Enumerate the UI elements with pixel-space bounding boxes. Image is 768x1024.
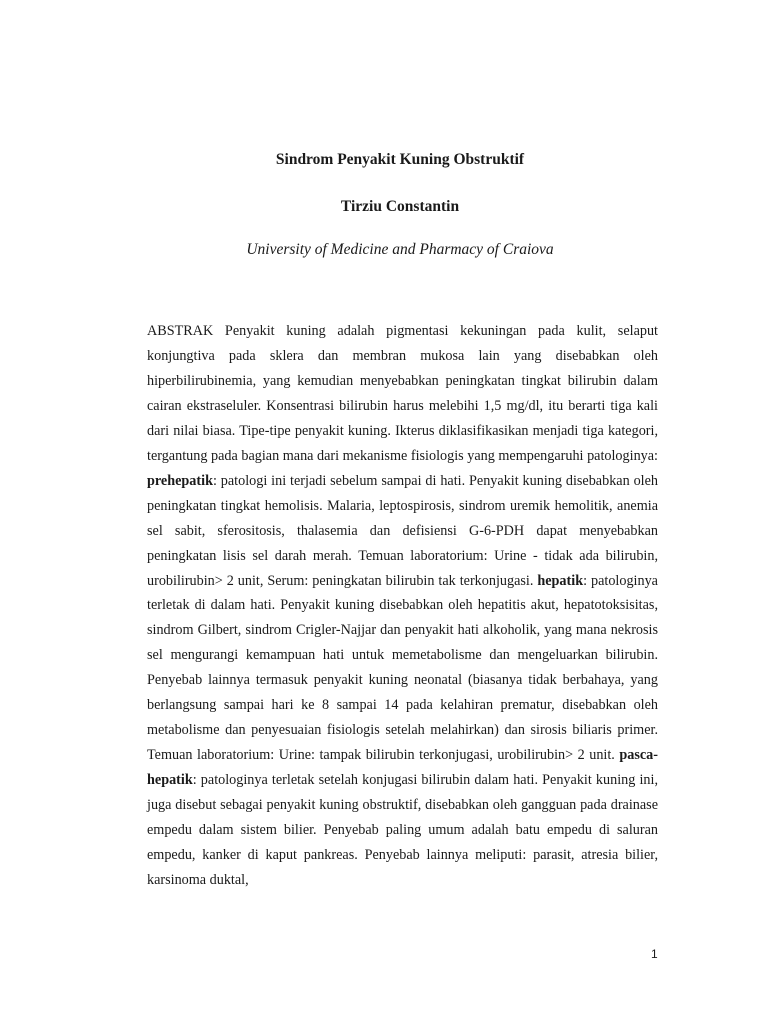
document-title: Sindrom Penyakit Kuning Obstruktif xyxy=(275,151,525,168)
term-prehepatik: prehepatik xyxy=(147,472,213,489)
term-pasca-hepatik: pasca-hepatik xyxy=(147,747,658,789)
abstract-text: : patologinya terletak setelah konjugasi bilirubin dalam hati. Penyakit kuning ini, juga disebut sebagai penyakit kuning obstruktif, disebabkan oleh gangguan pada drainase empedu dalam sistem bilier. Penyebab paling umum adalah batu empedu di saluran empedu, kanker di kaput pankreas. Penyebab lainnya meliputi: parasit, atresia bilier, karsinoma duktal, xyxy=(147,772,658,888)
abstract-text: : patologinya terletak di dalam hati. Penyakit kuning disebabkan oleh hepatitis akut, hepatotoksisitas, sindrom Gilbert, sindrom Crigler-Najjar dan penyakit hati alkoholik, yang mana nekrosis sel mengurangi kemampuan hati untuk memetabolisme dan mengeluarkan bilirubin. Penyebab lainnya termasuk penyakit kuning neonatal (biasanya tidak berbahaya, yang berlangsung sampai hari ke 8 sampai 14 pada kelahiran prematur, disebabkan oleh metabolisme dan penyesuaian fisiologis setelah melahirkan) dan sirosis biliaris primer. Temuan laboratorium: Urine: tampak bilirubin terkonjugasi, urobilirubin> 2 unit. xyxy=(147,572,658,764)
abstract-paragraph xyxy=(147,319,658,893)
abstract-text: ABSTRAK Penyakit kuning adalah pigmentasi kekuningan pada kulit, selaput konjungtiva pada sklera dan membran mukosa lain yang disebabkan oleh hiperbilirubinemia, yang kemudian menyebabkan peningkatan tingkat bilirubin dalam cairan ekstraseluler. Konsentrasi bilirubin harus melebihi 1,5 mg/dl, itu berarti tiga kali dari nilai biasa. Tipe-tipe penyakit kuning. Ikterus diklasifikasikan menjadi tiga kategori, tergantung pada bagian mana dari mekanisme fisiologis yang mempengaruhi patologinya: xyxy=(147,323,658,464)
author-affiliation: University of Medicine and Pharmacy of Craiova xyxy=(246,241,554,258)
author-name: Tirziu Constantin xyxy=(340,198,460,215)
term-hepatik: hepatik xyxy=(537,572,584,589)
abstract-text: : patologi ini terjadi sebelum sampai di hati. Penyakit kuning disebabkan oleh peningkatan tingkat hemolisis. Malaria, leptospirosis, sindrom uremik hemolitik, anemia sel sabit, sferositosis, thalasemia dan defisiensi G-6-PDH dapat menyebabkan peningkatan lisis sel darah merah. Temuan laboratorium: Urine - tidak ada bilirubin, urobilirubin> 2 unit, Serum: peningkatan bilirubin tak terkonjugasi. xyxy=(147,472,658,589)
page-number: 1 xyxy=(651,947,658,961)
